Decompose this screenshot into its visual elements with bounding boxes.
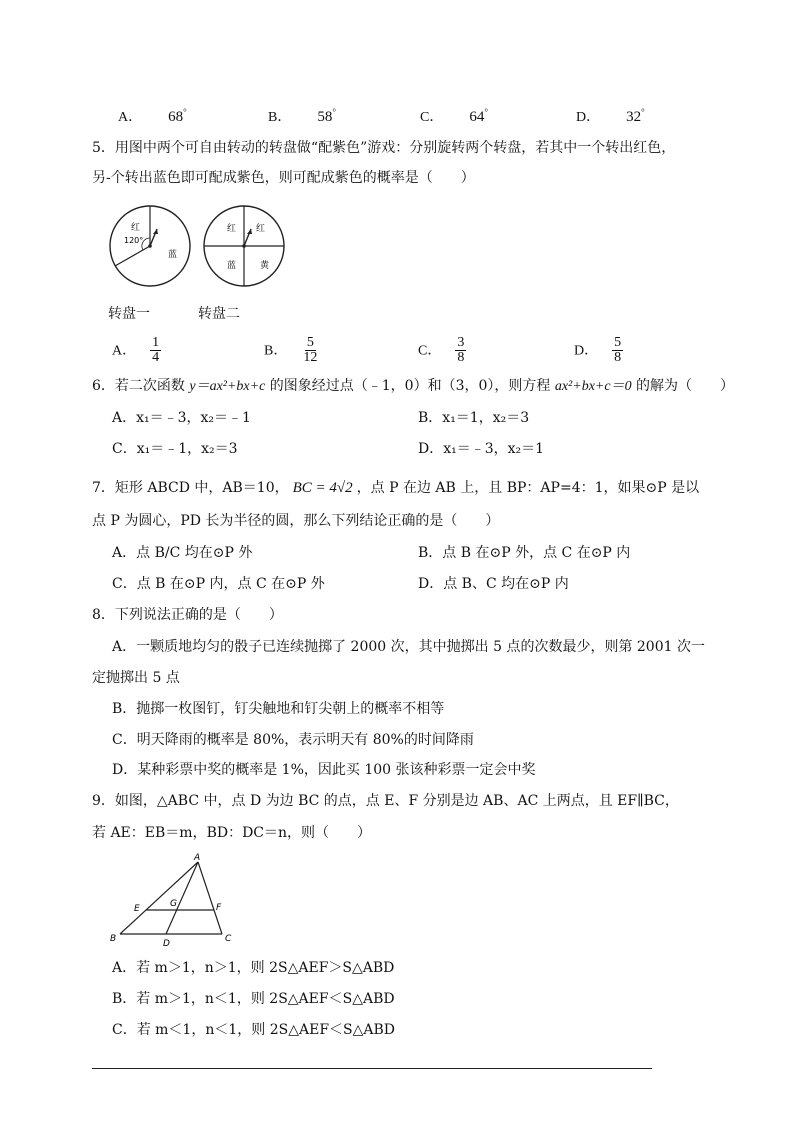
fraction: $\frac{5}{12}$: [303, 335, 318, 365]
q8-option-d: D．某种彩票中奖的概率是 1%，因此买 100 张该种彩票一定会中奖: [112, 762, 536, 778]
spinner-two-yellow-label: 黄: [260, 261, 270, 271]
q4-option-b: B． 58°: [268, 107, 336, 125]
fraction: $\frac{1}{4}$: [152, 335, 160, 365]
q5-stem-line2: 另-个转出蓝色即可配成紫色，则可配成紫色的概率是（ ）: [92, 170, 475, 186]
spinner-two-blue-label: 蓝: [227, 261, 237, 271]
q8-option-c: C．明天降雨的概率是 80%，表示明天有 80%的时间降雨: [112, 732, 474, 748]
label-g: G: [170, 899, 177, 909]
spinner-one: [110, 206, 190, 286]
q6-option-b: B．x₁＝1，x₂＝3: [418, 410, 530, 426]
q9-stem-line1: 9．如图，△ABC 中，点 D 为边 BC 的点，点 E、F 分别是边 AB、AC 上两点，且 EF∥BC，: [92, 793, 679, 809]
q6-option-c: C．x₁＝﹣1，x₂＝3: [112, 441, 238, 457]
label-d: D: [163, 939, 170, 949]
spinner-two-red-label-right: 红: [256, 224, 266, 234]
q9-option-b: B．若 m＞1，n＜1，则 2S△AEF＜S△ABD: [112, 991, 395, 1007]
fraction: $\frac{5}{8}$: [614, 335, 622, 365]
spinner-two-red-label-left: 红: [227, 224, 237, 234]
q5-option-c: C． $\frac{3}{8}$: [418, 335, 465, 365]
label-e: E: [134, 904, 140, 914]
label-c: C: [225, 934, 232, 944]
q8-option-a-line2: 定抛掷出 5 点: [92, 670, 180, 686]
footer-rule: [92, 1068, 652, 1069]
q8-stem: 8．下列说法正确的是（ ）: [92, 607, 283, 623]
q7-stem-line1: 7．矩形 ABCD 中，AB＝10， BC = 4√2 ，点 P 在边 AB 上，且 BP：AP=4：1，如果⊙P 是以: [92, 480, 700, 496]
q9-stem-line2: 若 AE：EB＝m，BD：DC＝n，则（ ）: [92, 825, 372, 841]
q6-stem: 6．若二次函数 y＝ax²+bx+c 的图象经过点（﹣1，0）和（3，0），则方程 ax²+bx+c＝0 的解为（ ）: [92, 378, 735, 394]
label-a: A: [194, 853, 201, 863]
q7-bc-formula: BC = 4√2: [292, 480, 353, 496]
q8-option-a-line1: A．一颗质地均匀的骰子已连续抛掷了 2000 次，其中抛掷出 5 点的次数最少，则第 2001 次一: [112, 639, 705, 655]
spinner-two-caption: 转盘二: [198, 306, 240, 322]
spinner-two: [204, 206, 284, 286]
q5-option-a: A． $\frac{1}{4}$: [112, 335, 160, 365]
spinner-one-caption: 转盘一: [108, 306, 150, 322]
q6-option-d: D．x₁＝﹣3，x₂＝1: [418, 441, 545, 457]
q9-option-c: C．若 m＜1，n＜1，则 2S△AEF＜S△ABD: [112, 1022, 396, 1038]
label-f: F: [216, 903, 222, 913]
q5-stem-line1: 5．用图中两个可自由转动的转盘做“配紫色”游戏：分别旋转两个转盘，若其中一个转出红色，: [92, 140, 676, 156]
q6-equation: ax²+bx+c＝0: [554, 379, 632, 394]
q4-option-c: C． 64°: [420, 107, 488, 125]
q7-option-c: C．点 B 在⊙P 内，点 C 在⊙P 外: [112, 576, 325, 592]
spinner-figure: [104, 198, 304, 294]
q4-option-d: D． 32°: [576, 107, 645, 125]
q6-function: y＝ax²+bx+c: [189, 379, 266, 394]
q7-stem-line2: 点 P 为圆心，PD 长为半径的圆，那么下列结论正确的是（ ）: [92, 513, 500, 529]
fraction: $\frac{3}{8}$: [457, 335, 465, 365]
q4-option-a: A． 68°: [118, 107, 187, 125]
q9-option-a: A．若 m＞1，n＞1，则 2S△AEF＞S△ABD: [112, 960, 395, 976]
spinner-one-red-label: 红: [131, 223, 141, 233]
label-b: B: [110, 934, 117, 944]
q7-option-d: D．点 B、C 均在⊙P 内: [418, 576, 569, 592]
q7-option-b: B．点 B 在⊙P 外，点 C 在⊙P 内: [418, 545, 631, 561]
q5-option-b: B． $\frac{5}{12}$: [264, 335, 318, 365]
spinner-one-blue-label: 蓝: [168, 250, 178, 260]
q5-option-d: D． $\frac{5}{8}$: [574, 335, 622, 365]
q6-option-a: A．x₁＝﹣3，x₂＝﹣1: [112, 410, 251, 426]
triangle-figure: [106, 848, 246, 952]
spinner-one-angle-label: 120°: [124, 236, 144, 245]
q7-option-a: A．点 B/C 均在⊙P 外: [112, 545, 253, 561]
q8-option-b: B．抛掷一枚图钉，钉尖触地和钉尖朝上的概率不相等: [112, 701, 445, 717]
